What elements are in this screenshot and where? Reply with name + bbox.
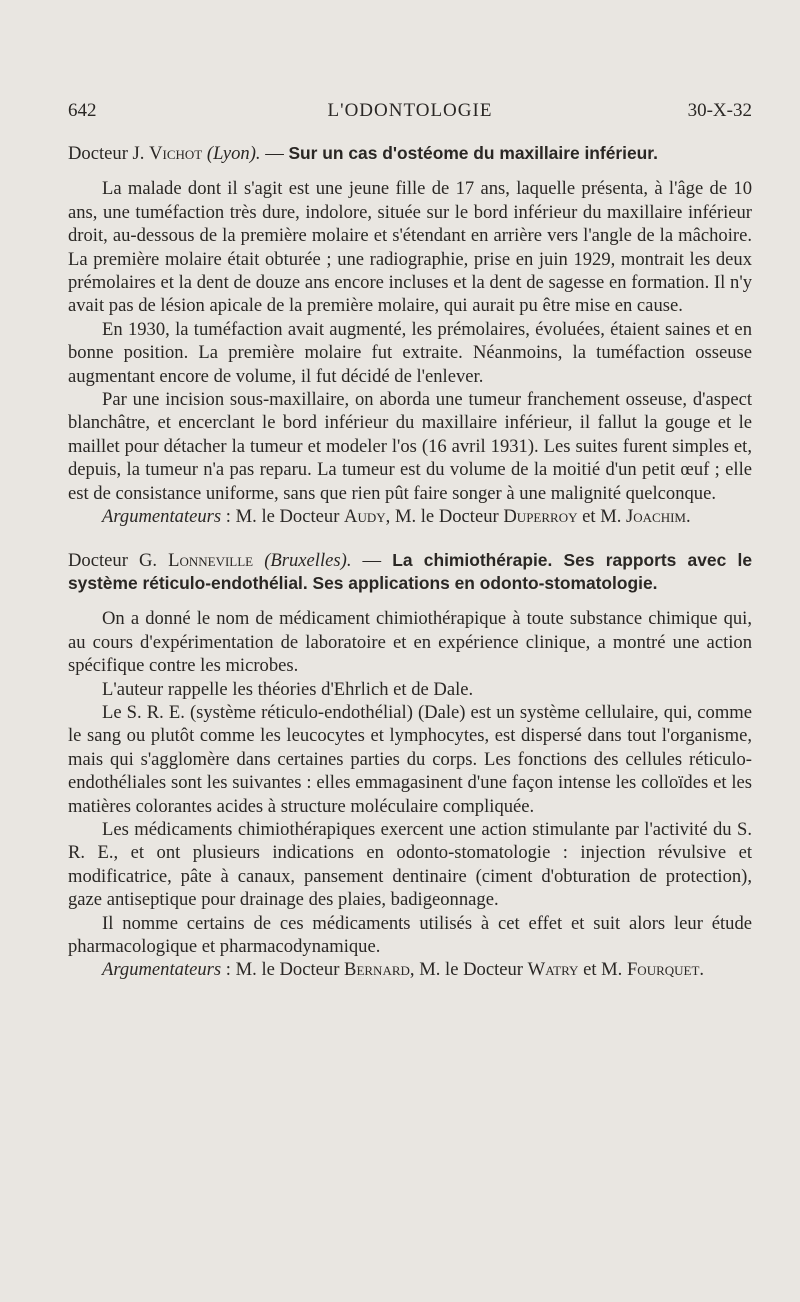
- argumentateurs-text: et M.: [577, 506, 627, 528]
- entry-author-place: (Lyon).: [206, 143, 261, 164]
- entry-dash: —: [260, 143, 289, 164]
- argumentateur-name: Joachim: [626, 506, 686, 528]
- entry-title: La chimiothérapie. Ses rapports avec le système réticulo-endothélial. Ses applications en odonto-stomatologie.: [68, 549, 753, 593]
- paragraph: L'auteur rappelle les théories d'Ehrlich et de Dale.: [102, 678, 474, 700]
- entry-author-prefix: Docteur G.: [68, 549, 169, 571]
- argumentateurs-text: M. le Docteur: [235, 506, 345, 528]
- entry-author-prefix: Docteur J.: [68, 143, 150, 164]
- page-body: [68, 142, 752, 982]
- entry-title: Sur un cas d'ostéome du maxillaire inférieur.: [288, 143, 658, 163]
- paragraph: Par une incision sous-maxillaire, on aborda une tumeur franchement osseuse, d'aspect blanchâtre, et encerclant le bord inférieur du maxillaire inférieur, il fallut la gouge et le maillet pour détacher la tumeur et modeler l'os (16 avril 1931). Les suites furent simples et, depuis, la tumeur n'a pas reparu. La tumeur est du volume de la moitié d'un petit œuf ; elle est de consistance uniforme, sans que rien pût faire songer à une malignité quelconque.: [68, 389, 752, 504]
- paragraph: Le S. R. E. (système réticulo-endothélial) (Dale) est un système cellulaire, qui, comme le sang ou plutôt comme les leucocytes et lymphocytes, est dispersé dans tout l'organisme, mais qui s'agglomère dans certaines parties du corps. Les fonctions des cellules réticulo-endothéliales sont les suivantes : elles emmagasinent d'une façon intense les colloïdes et les matières colorantes acides à structure moléculaire compliquée.: [68, 701, 752, 817]
- argumentateur-name: Duperroy: [503, 506, 578, 528]
- argumentateurs-label: Argumentateurs: [102, 506, 222, 528]
- entry-dash: —: [351, 549, 393, 571]
- argumentateurs-label: Argumentateurs: [102, 959, 222, 981]
- argumentateurs-text: M. le Docteur: [235, 959, 345, 981]
- page-number: 642: [68, 100, 97, 121]
- issue-date: 30-X-32: [687, 100, 752, 121]
- argumentateurs-sep: :: [221, 506, 236, 528]
- entry-author-name: Lonneville: [168, 549, 254, 571]
- argumentateurs-end: .: [686, 506, 691, 528]
- argumentateurs-text: , M. le Docteur: [409, 959, 528, 981]
- paragraph: La malade dont il s'agit est une jeune fille de 17 ans, laquelle présenta, à l'âge de 10 ans, une tuméfaction très dure, indolore, située sur le bord inférieur du maxillaire inférieur droit, au-dessous de la première molaire et s'étendant en arrière vers l'angle de la mâchoire. La première molaire était obturée ; une radiographie, prise en juin 1929, montrait les deux prémolaires et la dent de douze ans encore incluses et la dent de sagesse en formation. Il n'y avait pas de lésion apicale de la première molaire, qui aurait pu être mise en cause.: [68, 178, 752, 317]
- argumentateurs-end: .: [699, 959, 705, 981]
- argumentateurs-text: et M.: [578, 959, 627, 981]
- argumentateurs-line: [68, 505, 752, 528]
- argumentateur-name: Watry: [527, 959, 579, 981]
- argumentateur-name: Audy: [344, 506, 386, 528]
- argumentateurs-text: , M. le Docteur: [385, 506, 504, 528]
- entry-heading-lonneville: [68, 549, 752, 596]
- journal-title: L'ODONTOLOGIE: [327, 100, 493, 121]
- argumentateurs-line: [68, 958, 752, 981]
- paragraph: Les médicaments chimiothérapiques exercent une action stimulante par l'activité du S. R. E., et ont plusieurs indications en odonto-stomatologie : injection révulsive et modificatrice, pâte à canaux, pansement dentinaire (ciment d'obturation de protection), gaze antiseptique pour drainage des plaies, badigeonnage.: [68, 818, 752, 911]
- argumentateurs-sep: :: [221, 959, 236, 981]
- argumentateur-name: Fourquet: [626, 959, 700, 981]
- paragraph: Il nomme certains de ces médicaments utilisés à cet effet et suit alors leur étude pharmacologique et pharmacodynamique.: [68, 912, 752, 957]
- argumentateur-name: Bernard: [344, 959, 410, 981]
- paragraph: En 1930, la tuméfaction avait augmenté, les prémolaires, évoluées, étaient saines et en bonne position. La première molaire fut extraite. Néanmoins, la tuméfaction osseuse augmentant encore de volume, il fut décidé de l'enlever.: [68, 318, 752, 387]
- entry-author-place: (Bruxelles).: [264, 549, 352, 571]
- entry-heading-vichot: [68, 142, 752, 165]
- running-header: [68, 100, 752, 130]
- paragraph: On a donné le nom de médicament chimiothérapique à toute substance chimique qui, au cours d'expérimentation de laboratoire et en expérience clinique, a montré une action spécifique contre les microbes.: [68, 608, 752, 677]
- entry-author-name: Vichot: [149, 143, 203, 164]
